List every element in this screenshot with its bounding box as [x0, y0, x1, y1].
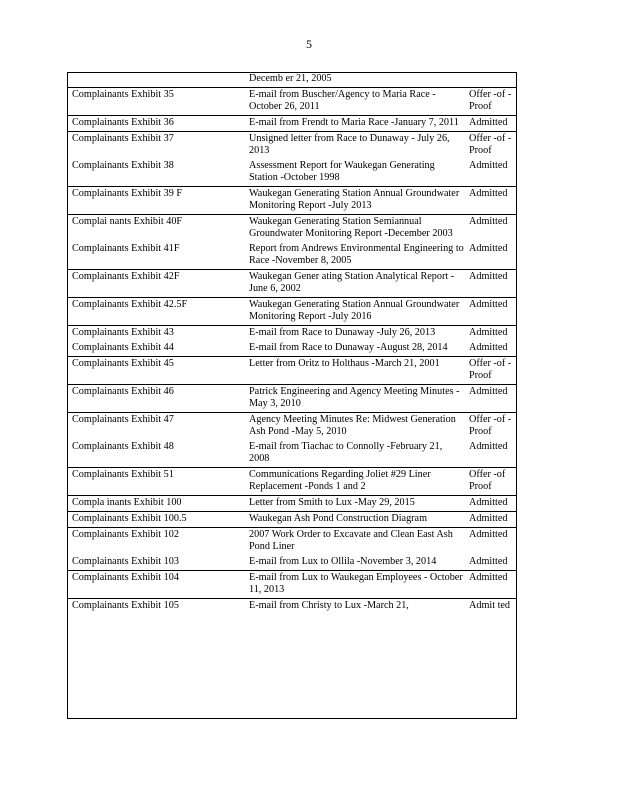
- description-cell: Agency Meeting Minutes Re: Midwest Generation Ash Pond -May 5, 2010: [247, 413, 467, 441]
- description-cell: Report from Andrews Environmental Engineering to Race -November 8, 2005: [249, 243, 464, 266]
- table-row: [67, 187, 517, 215]
- description-cell: E-mail from Frendt to Maria Race -January 7, 2011: [247, 116, 467, 132]
- status-cell: Admitted: [467, 215, 517, 243]
- exhibit-cell: Complainants Exhibit 39 F: [67, 187, 247, 215]
- description-cell: Communications Regarding Joliet #29 Liner Replacement -Ponds 1 and 2: [247, 468, 467, 496]
- table-row: [67, 413, 517, 441]
- table-row: [67, 571, 517, 599]
- exhibit-rows: [67, 72, 517, 614]
- exhibit-cell: Complainants Exhibit 104: [67, 571, 247, 599]
- description-cell: E-mail from Christy to Lux -March 21,: [247, 599, 467, 615]
- exhibit-cell: Complainants Exhibit 103: [72, 556, 179, 567]
- description-cell: Waukegan Generating Station Semiannual Groundwater Monitoring Report -December 2003: [247, 215, 467, 243]
- description-cell: Assessment Report for Waukegan Generating Station -October 1998: [249, 160, 435, 183]
- status-cell: Admitted: [467, 298, 517, 326]
- table-row: [67, 215, 517, 243]
- status-cell: Offer -of - Proof: [467, 413, 517, 441]
- exhibit-cell: Complainants Exhibit 47: [67, 413, 247, 441]
- exhibit-cell: Complainants Exhibit 51: [67, 468, 247, 496]
- description-cell: Decemb er 21, 2005: [249, 73, 332, 84]
- status-cell: Admitted: [467, 512, 517, 528]
- status-cell: Admitted: [467, 187, 517, 215]
- description-cell: Unsigned letter from Race to Dunaway - July 26, 2013: [247, 132, 467, 160]
- table-row: [67, 555, 517, 571]
- description-cell: Patrick Engineering and Agency Meeting Minutes -May 3, 2010: [247, 385, 467, 413]
- status-cell: Offer -of - Proof: [467, 132, 517, 160]
- exhibit-cell: Compla inants Exhibit 100: [67, 496, 247, 512]
- table-row: [67, 385, 517, 413]
- table-row: [67, 242, 517, 270]
- status-cell: Admitted: [467, 571, 517, 599]
- status-cell: Admitted: [467, 270, 517, 298]
- exhibit-cell: Complainants Exhibit 38: [72, 160, 174, 171]
- description-cell: E-mail from Lux to Waukegan Employees - October 11, 2013: [247, 571, 467, 599]
- exhibit-cell: Complainants Exhibit 36: [67, 116, 247, 132]
- exhibit-cell: [67, 72, 247, 88]
- exhibit-cell: Complainants Exhibit 42F: [67, 270, 247, 298]
- status-cell: Admitted: [467, 385, 517, 413]
- description-cell: 2007 Work Order to Excavate and Clean East Ash Pond Liner: [247, 528, 467, 556]
- status-cell: Offer -of - Proof: [467, 88, 517, 116]
- status-cell: Admitted: [469, 243, 508, 254]
- exhibit-cell: Complai nants Exhibit 40F: [67, 215, 247, 243]
- description-cell: E-mail from Race to Dunaway -July 26, 2013: [247, 326, 467, 342]
- exhibit-cell: Complainants Exhibit 48: [72, 441, 174, 452]
- status-cell: Admitted: [469, 556, 508, 567]
- table-row: [67, 159, 517, 187]
- description-cell: Waukegan Gener ating Station Analytical Report -June 6, 2002: [247, 270, 467, 298]
- status-cell: Offer -of - Proof: [467, 357, 517, 385]
- table-row: [67, 528, 517, 556]
- exhibit-cell: Complainants Exhibit 42.5F: [67, 298, 247, 326]
- exhibit-cell: Complainants Exhibit 37: [67, 132, 247, 160]
- exhibit-cell: Complainants Exhibit 46: [67, 385, 247, 413]
- exhibit-table: [67, 72, 517, 614]
- status-cell: Admitted: [467, 496, 517, 512]
- description-cell: Waukegan Generating Station Annual Groundwater Monitoring Report -July 2013: [247, 187, 467, 215]
- exhibit-cell: Complainants Exhibit 41F: [72, 243, 180, 254]
- exhibit-cell: Complainants Exhibit 100.5: [67, 512, 247, 528]
- page-number: 5: [306, 37, 312, 51]
- status-cell: Admitted: [467, 326, 517, 342]
- description-cell: Letter from Oritz to Holthaus -March 21, 2001: [247, 357, 467, 385]
- table-row: [67, 599, 517, 615]
- table-row: [67, 440, 517, 468]
- status-cell: Admitted: [469, 342, 508, 353]
- description-cell: Letter from Smith to Lux -May 29, 2015: [247, 496, 467, 512]
- table-row: [67, 116, 517, 132]
- table-row: [67, 512, 517, 528]
- exhibit-cell: Complainants Exhibit 102: [67, 528, 247, 556]
- table-row: [67, 298, 517, 326]
- description-cell: E-mail from Buscher/Agency to Maria Race -October 26, 2011: [247, 88, 467, 116]
- exhibit-cell: Complainants Exhibit 35: [67, 88, 247, 116]
- table-row: [67, 468, 517, 496]
- table-row: [67, 132, 517, 160]
- status-cell: Admitted: [467, 116, 517, 132]
- description-cell: E-mail from Tiachac to Connolly -February 21, 2008: [249, 441, 443, 464]
- table-row: [67, 326, 517, 342]
- exhibit-cell: Complainants Exhibit 43: [67, 326, 247, 342]
- table-row: [67, 270, 517, 298]
- exhibit-cell: Complainants Exhibit 44: [72, 342, 174, 353]
- status-cell: Admitted: [469, 160, 508, 171]
- description-cell: E-mail from Race to Dunaway -August 28, 2014: [249, 342, 448, 353]
- description-cell: E-mail from Lux to Ollila -November 3, 2014: [249, 556, 437, 567]
- description-cell: Waukegan Ash Pond Construction Diagram: [247, 512, 467, 528]
- status-cell: Admitted: [467, 528, 517, 556]
- table-row: [67, 357, 517, 385]
- exhibit-cell: Complainants Exhibit 45: [67, 357, 247, 385]
- table-row: [67, 88, 517, 116]
- status-cell: [467, 72, 517, 88]
- table-row: [67, 496, 517, 512]
- table-row: [67, 72, 517, 88]
- status-cell: Admit ted: [467, 599, 517, 615]
- status-cell: Offer -of Proof: [467, 468, 517, 496]
- status-cell: Admitted: [469, 441, 508, 452]
- exhibit-cell: Complainants Exhibit 105: [67, 599, 247, 615]
- description-cell: Waukegan Generating Station Annual Groundwater Monitoring Report -July 2016: [247, 298, 467, 326]
- table-row: [67, 341, 517, 357]
